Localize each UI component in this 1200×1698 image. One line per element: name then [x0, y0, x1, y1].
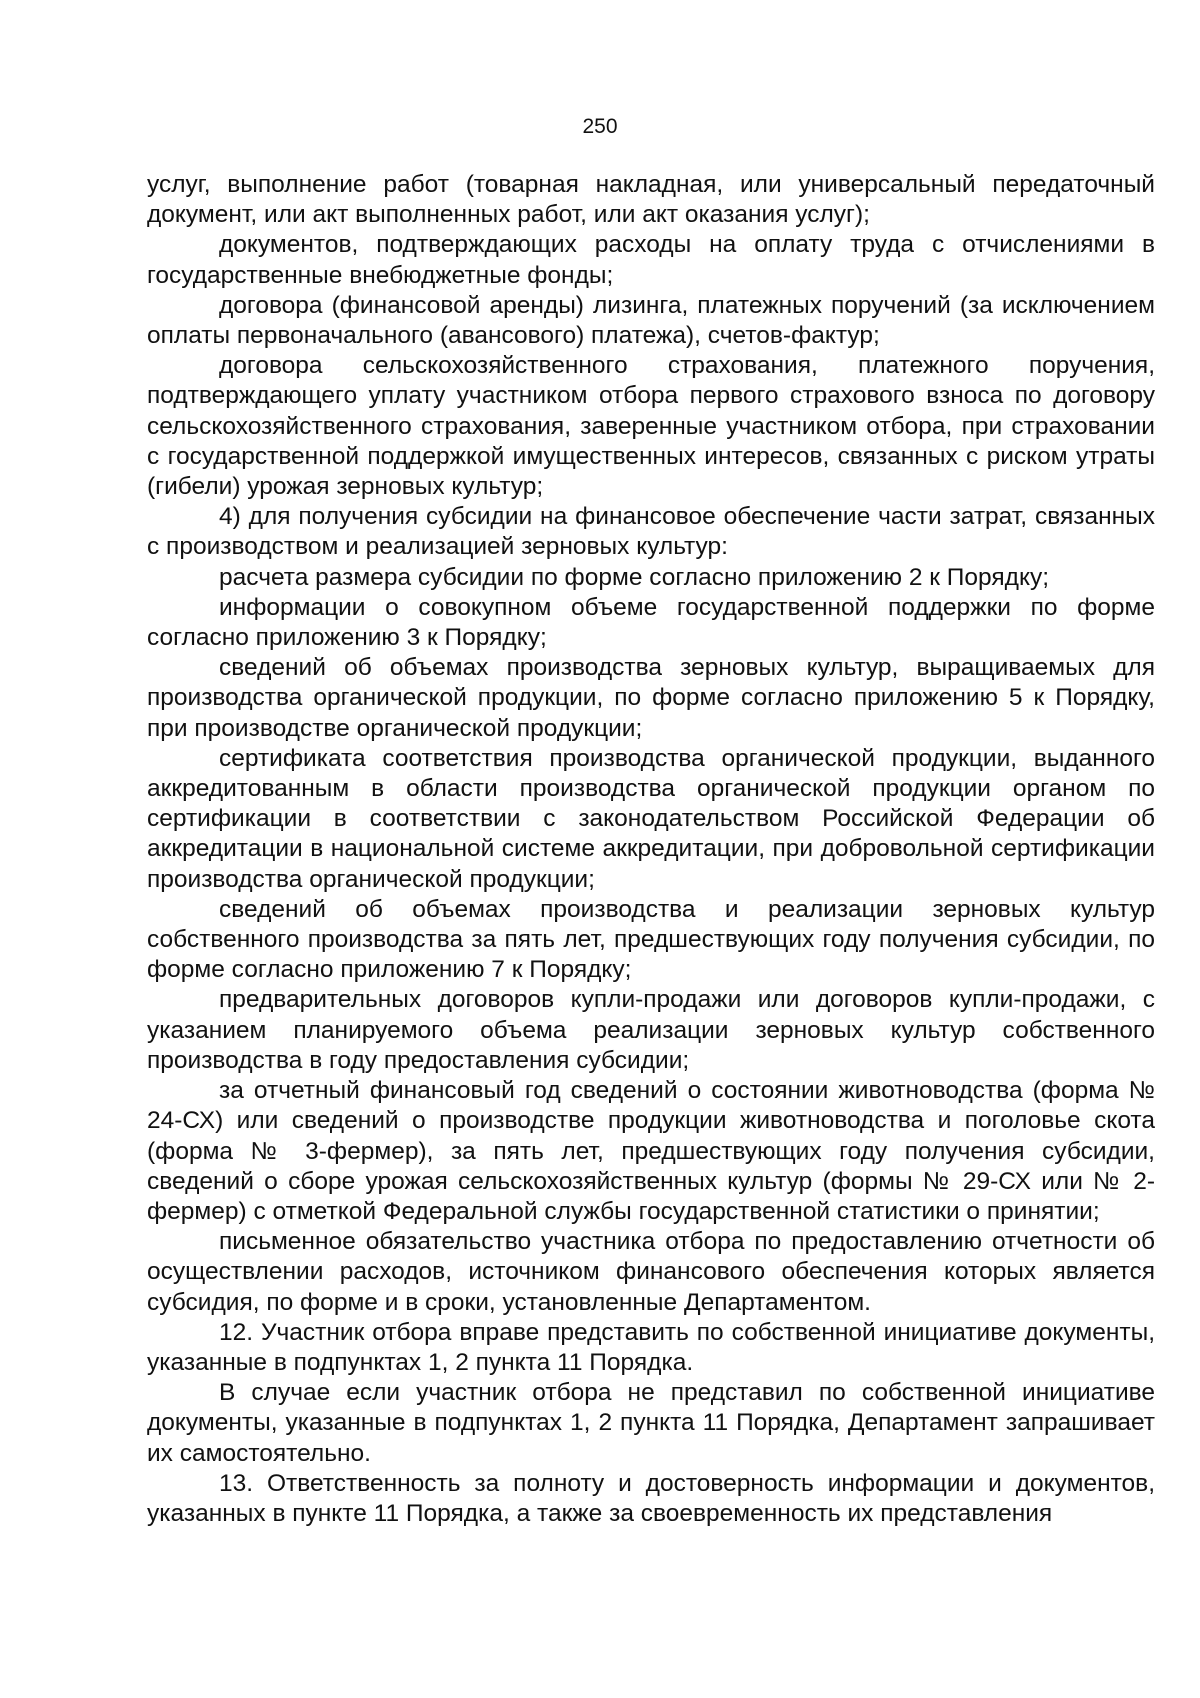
paragraph: 13. Ответственность за полноту и достоверность информации и документов, указанных в пункте 11 Порядка, а также за своевременность их представления: [147, 1469, 1155, 1527]
paragraph: сведений об объемах производства и реализации зерновых культур собственного производства за пять лет, предшествующих году получения субсидии, по форме согласно приложению 7 к Порядку;: [147, 895, 1155, 984]
document-body: [147, 170, 1155, 1529]
paragraph: за отчетный финансовый год сведений о состоянии животноводства (форма № 24-СХ) или сведений о производстве продукции животноводства и поголовье скота (форма № 3-фермер), за пять лет, предшествующих году получения субсидии, сведений о сборе урожая сельскохозяйственных культур (формы № 29-СХ или № 2-фермер) с отметкой Федеральной службы государственной статистики о принятии;: [147, 1077, 1155, 1225]
paragraph: сертификата соответствия производства органической продукции, выданного аккредитованным в области производства органической продукции органом по сертификации в соответствии с законодательством Российской Федерации об аккредитации в национальной системе аккредитации, при добровольной сертификации производства органической продукции;: [147, 744, 1155, 893]
paragraph: договора сельскохозяйственного страхования, платежного поручения, подтверждающего уплату участником отбора первого страхового взноса по договору сельскохозяйственного страхования, заверенные участником отбора, при страховании с государственной поддержкой имущественных интересов, связанных с риском утраты (гибели) урожая зерновых культур;: [147, 352, 1155, 501]
paragraph: письменное обязательство участника отбора по предоставлению отчетности об осуществлении расходов, источником финансового обеспечения которых является субсидия, по форме и в сроки, установленные Департаментом.: [147, 1228, 1155, 1316]
page-number: 250: [582, 115, 618, 138]
paragraph: документов, подтверждающих расходы на оплату труда с отчислениями в государственные внебюджетные фонды;: [147, 231, 1155, 289]
paragraph: предварительных договоров купли-продажи или договоров купли-продажи, с указанием планируемого объема реализации зерновых культур собственного производства в году предоставления субсидии;: [147, 986, 1155, 1074]
paragraph: В случае если участник отбора не представил по собственной инициативе документы, указанные в подпунктах 1, 2 пункта 11 Порядка, Департамент запрашивает их самостоятельно.: [147, 1379, 1155, 1467]
paragraph: услуг, выполнение работ (товарная накладная, или универсальный передаточный документ, или акт выполненных работ, или акт оказания услуг);: [147, 171, 1155, 229]
paragraph: сведений об объемах производства зерновых культур, выращиваемых для производства органической продукции, по форме согласно приложению 5 к Порядку, при производстве органической продукции;: [147, 654, 1155, 742]
paragraph: информации о совокупном объеме государственной поддержки по форме согласно приложению 3 к Порядку;: [147, 593, 1155, 652]
paragraph: 12. Участник отбора вправе представить по собственной инициативе документы, указанные в подпунктах 1, 2 пункта 11 Порядка.: [147, 1318, 1155, 1376]
paragraph: расчета размера субсидии по форме согласно приложению 2 к Порядку;: [219, 563, 1049, 591]
paragraph: договора (финансовой аренды) лизинга, платежных поручений (за исключением оплаты первоначального (авансового) платежа), счетов-фактур;: [147, 291, 1155, 350]
paragraph: 4) для получения субсидии на финансовое обеспечение части затрат, связанных с производством и реализацией зерновых культур:: [147, 503, 1155, 561]
